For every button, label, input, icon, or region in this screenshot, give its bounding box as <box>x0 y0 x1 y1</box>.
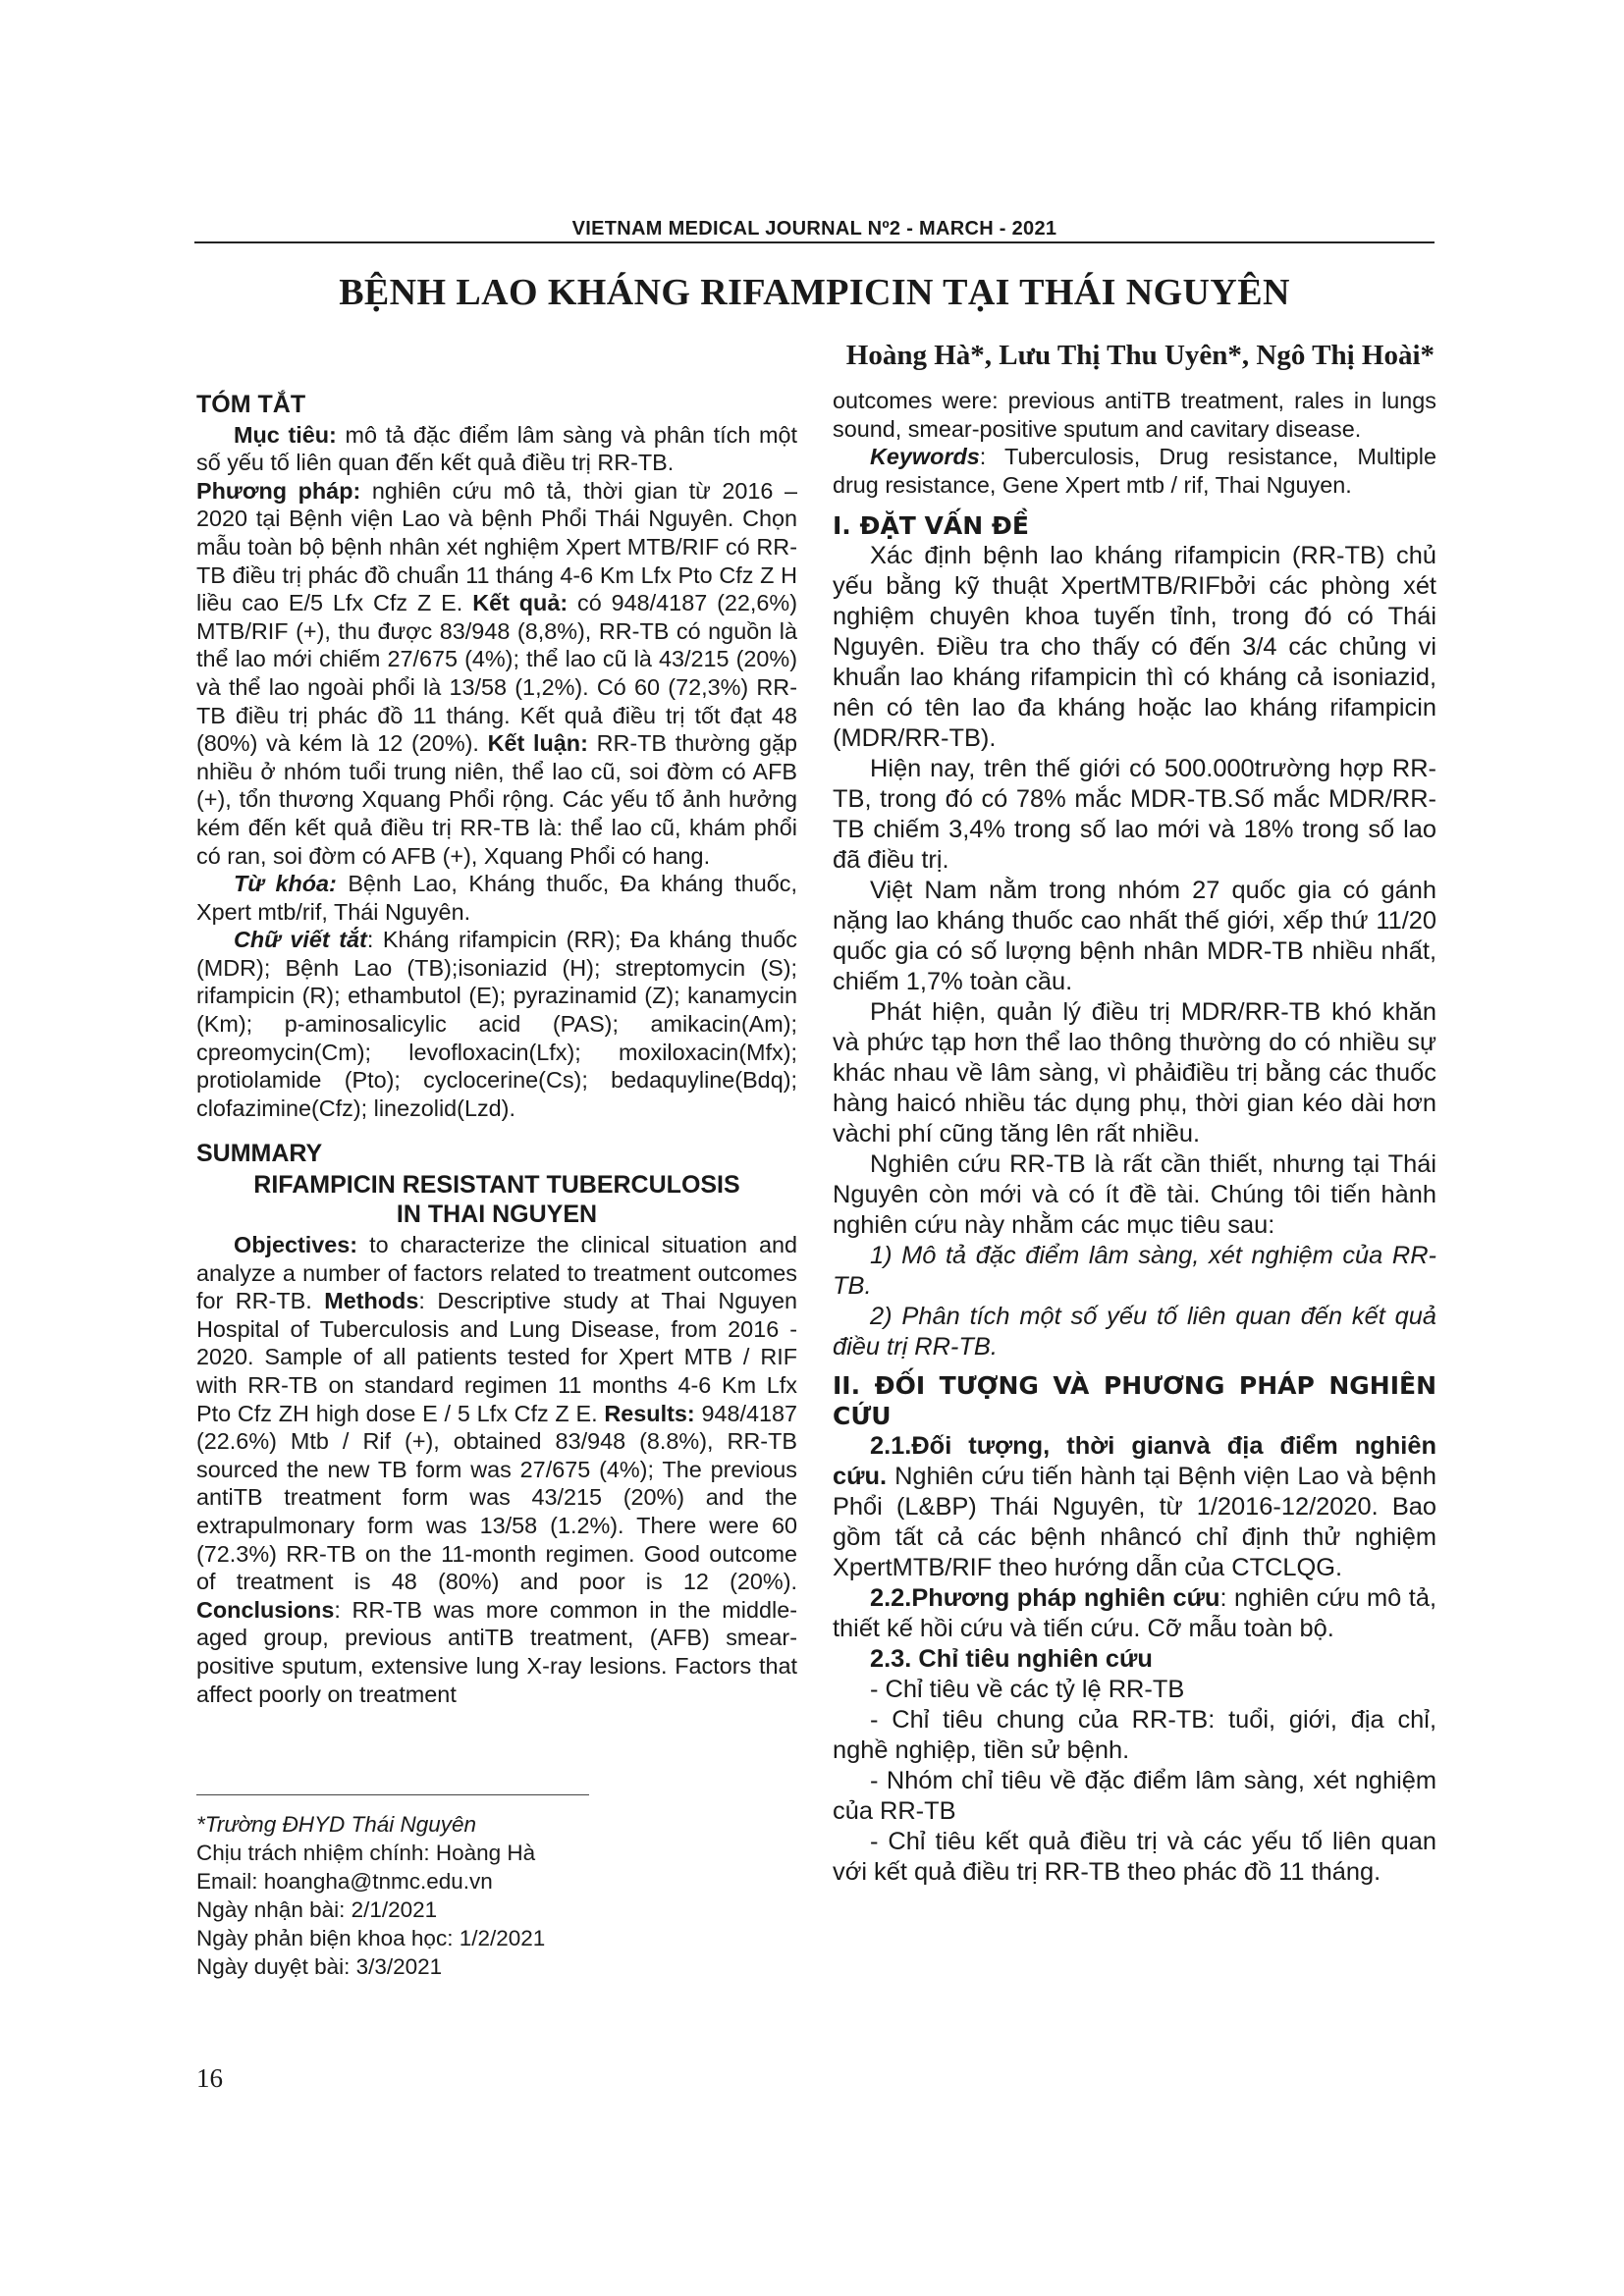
left-column <box>196 387 797 1708</box>
tomtat-phuongphap <box>196 477 797 870</box>
tomtat-tukhoa <box>196 870 797 926</box>
s21-text: Nghiên cứu tiến hành tại Bệnh viện Lao và bệnh Phổi (L&BP) Thái Nguyên, từ 1/2016-12/2020. Bao gồm tất cả các bệnh nhâncó chỉ định thử nghiệm XpertMTB/RIF theo hướng dẫn của CTCLQG. <box>833 1463 1436 1582</box>
section1-aim2: 2) Phân tích một số yếu tố liên quan đến kết quả điều trị RR-TB. <box>833 1303 1436 1362</box>
section1-aim1: 1) Mô tả đặc điểm lâm sàng, xét nghiệm của RR-TB. <box>833 1242 1436 1301</box>
summary-continuation: outcomes were: previous antiTB treatment, rales in lungs sound, smear-positive sputum and cavitary disease. <box>833 388 1436 442</box>
s22-label: 2.2.Phương pháp nghiên cứu <box>870 1584 1220 1613</box>
header-rule <box>194 241 1435 243</box>
summary-title-line2: IN THAI NGUYEN <box>396 1201 598 1229</box>
objectives-label: Objectives: <box>234 1232 358 1258</box>
ketluan-label: Kết luận: <box>487 730 588 757</box>
journal-header: VIETNAM MEDICAL JOURNAL Nº2 - MARCH - 2021 <box>571 218 1057 240</box>
results-label: Results: <box>604 1400 695 1426</box>
chuviettat-label: Chữ viết tắt <box>234 927 367 953</box>
objectives-text: to characterize the clinical situation and analyze a number of factors related to treatment outcomes for RR-TB. <box>196 1232 797 1314</box>
footnote-received: Ngày nhận bài: 2/1/2021 <box>196 1897 438 1922</box>
footnote-rule <box>196 1794 589 1795</box>
s21-label: 2.1.Đối tượng, thời gianvà địa điểm nghiên cứu. <box>833 1432 1436 1491</box>
conclusions-text: : RR-TB was more common in the middle-aged group, previous antiTB treatment, (AFB) smear-positive sputum, extensive lung X-ray lesions. Factors that affect poorly on treatment <box>196 1596 797 1707</box>
s22-text: : nghiên cứu mô tả, thiết kế hồi cứu và tiến cứu. Cỡ mẫu toàn bộ. <box>833 1584 1436 1643</box>
s23-label: 2.3. Chỉ tiêu nghiên cứu <box>870 1645 1153 1674</box>
section1-p3: Việt Nam nằm trong nhóm 27 quốc gia có gánh nặng lao kháng thuốc cao nhất thế giới, xếp thứ 11/20 quốc gia có số lượng bệnh nhân MDR-TB nhiều nhất, chiếm 1,7% toàn cầu. <box>833 877 1436 996</box>
section1-p5: Nghiên cứu RR-TB là rất cần thiết, nhưng tại Thái Nguyên còn mới và có ít đề tài. Chúng tôi tiến hành nghiên cứu này nhằm các mục tiêu sau: <box>833 1150 1436 1240</box>
muctieu-text: mô tả đặc điểm lâm sàng và phân tích một số yếu tố liên quan đến kết quả điều trị RR-TB. <box>196 421 798 476</box>
tomtat-muctieu <box>196 421 797 477</box>
section1-p2: Hiện nay, trên thế giới có 500.000trường hợp RR-TB, trong đó có 78% mắc MDR-TB.Số mắc MDR/RR-TB chiếm 3,4% trong số lao mới và 18% trong số lao đã điều trị. <box>833 755 1436 875</box>
section2-heading: II. ĐỐI TƯỢNG VÀ PHƯƠNG PHÁP NGHIÊN CỨU <box>833 1371 1436 1431</box>
author-list: Hoàng Hà*, Lưu Thị Thu Uyên*, Ngô Thị Hoài* <box>845 340 1435 371</box>
conclusions-label: Conclusions <box>196 1596 335 1623</box>
section1-heading: I. ĐẶT VẤN ĐỀ <box>833 511 1029 541</box>
muctieu-label: Mục tiêu: <box>234 421 337 448</box>
footnotes <box>196 1810 545 1981</box>
methods-label: Methods <box>324 1288 419 1314</box>
footnote-reviewed: Ngày phản biện khoa học: 1/2/2021 <box>196 1926 546 1950</box>
ketqua-text: có 948/4187 (22,6%) MTB/RIF (+), thu được 83/948 (8,8%), RR-TB có nguồn là thể lao mới chiếm 27/675 (4%); thể lao cũ là 43/215 (20%) và thể lao ngoài phổi là 13/58 (1,2%). Có 60 (72,3%) RR-TB điều trị phác đồ 11 tháng. Kết quả điều trị tốt đạt 48 (80%) và kém là 12 (20%). <box>196 590 798 757</box>
summary-heading: SUMMARY <box>196 1140 323 1168</box>
footnote-affiliation: *Trường ĐHYD Thái Nguyên <box>196 1812 477 1837</box>
tukhoa-label: Từ khóa: <box>234 871 337 897</box>
summary-keywords <box>833 443 1436 499</box>
methods-text: : Descriptive study at Thai Nguyen Hospital of Tuberculosis and Lung Disease, from 2016 - 2020. Sample of all patients tested for Xpert MTB / RIF with RR-TB on standard regimen 11 months 4-6 Km Lfx Pto Cfz ZH high dose E / 5 Lfx Cfz Z E. <box>196 1288 797 1426</box>
tomtat-heading: TÓM TẮT <box>196 391 306 418</box>
ketqua-label: Kết quả: <box>472 590 568 616</box>
section2-bullet4: - Chỉ tiêu kết quả điều trị và các yếu tố liên quan với kết quả điều trị RR-TB theo phác đồ 11 tháng. <box>833 1828 1436 1887</box>
section2-2 <box>833 1583 1436 1644</box>
page-number: 16 <box>196 2063 223 2093</box>
section1-p4: Phát hiện, quản lý điều trị MDR/RR-TB khó khăn và phức tạp hơn thể lao thông thường do có nhiều sự khác nhau về lâm sàng, vì phảiđiều trị bằng các thuốc hàng haicó nhiều tác dụng phụ, thời gian kéo dài hơn vàchi phí cũng tăng lên rất nhiều. <box>833 998 1436 1148</box>
footnote-responsible: Chịu trách nhiệm chính: Hoàng Hà <box>196 1841 536 1865</box>
summary-title-line1: RIFAMPICIN RESISTANT TUBERCULOSIS <box>253 1171 740 1200</box>
summary-body <box>196 1231 797 1708</box>
chuviettat-text: : Kháng rifampicin (RR); Đa kháng thuốc (MDR); Bệnh Lao (TB);isoniazid (H); streptomycin (S); rifampicin (R); ethambutol (E); pyrazinamid (Z); kanamycin (Km); p-aminosalicylic acid (PAS); amikacin(Am); cpreomycin(Cm); levofloxacin(Lfx); moxiloxacin(Mfx); protiolamide (Pto); cyclocerine(Cs); bedaquyline(Bdq); clofazimine(Cfz); linezolid(Lzd). <box>196 927 797 1121</box>
section2-bullet1: - Chỉ tiêu về các tỷ lệ RR-TB <box>870 1676 1185 1704</box>
footnote-accepted: Ngày duyệt bài: 3/3/2021 <box>196 1954 443 1979</box>
phuongphap-label: Phương pháp: <box>196 477 361 504</box>
section2-3 <box>833 1644 1436 1675</box>
phuongphap-text: nghiên cứu mô tả, thời gian từ 2016 – 2020 tại Bệnh viện Lao và bệnh Phổi Thái Nguyên. Chọn mẫu toàn bộ bệnh nhân xét nghiệm Xpert MTB/RIF có RR-TB điều trị phác đồ chuẩn 11 tháng 4-6 Km Lfx Pto Cfz Z H liều cao E/5 Lfx Cfz Z E. <box>196 477 797 616</box>
keywords-text: : Tuberculosis, Drug resistance, Multiple drug resistance, Gene Xpert mtb / rif, Thai Nguyen. <box>833 444 1436 498</box>
right-column <box>833 387 1436 1888</box>
article-title: BỆNH LAO KHÁNG RIFAMPICIN TẠI THÁI NGUYÊN <box>339 272 1290 313</box>
section2-bullet3: - Nhóm chỉ tiêu về đặc điểm lâm sàng, xét nghiệm của RR-TB <box>833 1767 1436 1826</box>
tomtat-chuviettat <box>196 926 797 1122</box>
results-text: 948/4187 (22.6%) Mtb / Rif (+), obtained 83/948 (8.8%), RR-TB sourced the new TB form was 27/675 (4%); The previous antiTB treatment form was 43/215 (20%) and the extrapulmonary form was 13/58 (1.2%). There were 60 (72.3%) RR-TB on the 11-month regimen. Good outcome of treatment is 48 (80%) and poor is 12 (20%). <box>196 1400 798 1595</box>
summary-title <box>196 1170 797 1229</box>
section1-p1: Xác định bệnh lao kháng rifampicin (RR-TB) chủ yếu bằng kỹ thuật XpertMTB/RIFbởi các phòng xét nghiệm chuyên khoa tuyến tỉnh, trong đó có Thái Nguyên. Điều tra cho thấy có đến 3/4 các chủng vi khuẩn lao kháng rifampicin thì có kháng cả isoniazid, nên có tên lao đa kháng hoặc lao kháng rifampicin (MDR/RR-TB). <box>833 542 1436 753</box>
section2-1 <box>833 1431 1436 1583</box>
keywords-label: Keywords <box>870 444 980 470</box>
footnote-email: Email: hoangha@tnmc.edu.vn <box>196 1869 493 1894</box>
tukhoa-text: Bệnh Lao, Kháng thuốc, Đa kháng thuốc, Xpert mtb/rif, Thái Nguyên. <box>196 871 797 925</box>
ketluan-text: RR-TB thường gặp nhiều ở nhóm tuổi trung niên, thể lao cũ, soi đờm có AFB (+), tổn thương Xquang Phổi rộng. Các yếu tố ảnh hưởng kém đến kết quả điều trị RR-TB là: thể lao cũ, khám phổi có ran, soi đờm có AFB (+), Xquang Phổi có hang. <box>196 730 797 869</box>
section2-bullet2: - Chỉ tiêu chung của RR-TB: tuổi, giới, địa chỉ, nghề nghiệp, tiền sử bệnh. <box>833 1706 1436 1765</box>
